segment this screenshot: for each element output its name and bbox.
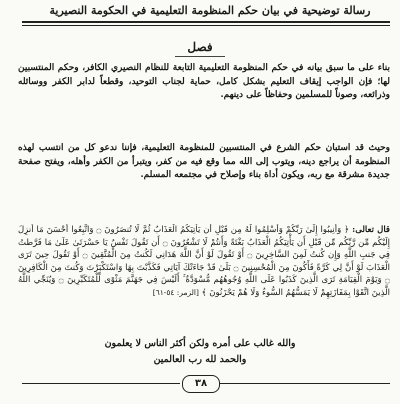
header-rule [22, 21, 390, 23]
section-heading: فصل [187, 40, 213, 54]
page-number: ٣٨ [182, 375, 220, 393]
quran-verses: ﴿ وَأَنِيبُوا إِلَىٰ رَبِّكُمْ وَأَسْلِمُوا لَهُ مِن قَبْلِ أَن يَأْتِيَكُمُ الْعَذَابُ ثُمَّ لَا تُنصَرُونَ ۝ وَاتَّبِعُوا أَحْسَنَ مَا أُنزِلَ إِلَيْكُم مِّن رَّبِّكُم مِّن قَبْلِ أَن يَأْتِيَكُمُ الْعَذَابُ بَغْتَةً وَأَنتُمْ لَا تَشْعُرُونَ ۝ أَن تَقُولَ نَفْسٌ يَا حَسْرَتَىٰ عَلَىٰ مَا فَرَّطتُ فِي جَنبِ اللَّهِ وَإِن كُنتُ لَمِنَ السَّاخِرِينَ ۝ أَوْ تَقُولَ لَوْ أَنَّ اللَّهَ هَدَانِي لَكُنتُ مِنَ الْمُتَّقِينَ ۝ أَوْ تَقُولَ حِينَ تَرَى الْعَذَابَ لَوْ أَنَّ لِي كَرَّةً فَأَكُونَ مِنَ الْمُحْسِنِينَ ۝ بَلَىٰ قَدْ جَاءَتْكَ آيَاتِي فَكَذَّبْتَ بِهَا وَاسْتَكْبَرْتَ وَكُنتَ مِنَ الْكَافِرِينَ ۝ وَيَوْمَ الْقِيَامَةِ تَرَى الَّذِينَ كَذَبُوا عَلَى اللَّهِ وُجُوهُهُم مُّسْوَدَّةٌ ۚ أَلَيْسَ فِي جَهَنَّمَ مَثْوًى لِّلْمُتَكَبِّرِينَ ۝ وَيُنَجِّي اللَّهُ الَّذِينَ اتَّقَوْا بِمَفَازَتِهِمْ لَا يَمَسُّهُمُ السُّوءُ وَلَا هُمْ يَحْزَنُونَ ﴾ [18, 225, 390, 298]
footer-rule-right [220, 383, 390, 384]
quote-lead: قال تعالى: [352, 225, 390, 235]
body-paragraph: وحيث قد استبان حكم الشرع في المنتسبين للمنظومة التعليمية، فإننا ندعو كل من انتسب لهذه المنظومة أن يراجع دينه، ويتوب إلى الله مما وقع فيه من كفر، ويتبرأ من الكفر وأهله، ويفتح صفحة جديدة مشرقة مع ربه، ويكون أداة بناء وإصلاح في مجتمعه المسلم. [18, 143, 390, 180]
header-rule-thin [22, 25, 390, 26]
verse-reference: [الزمر: ٥٤-٦١] [152, 287, 199, 297]
closing-line: والحمد لله رب العالمين [153, 354, 247, 365]
section-heading-underline [175, 56, 225, 57]
running-header: رسالة توضيحية في بيان حكم المنظومة التعليمية في الحكومة النصيرية [49, 4, 371, 17]
body-paragraph: بناء على ما سبق بيانه في حكم المنظومة التعليمية التابعة للنظام النصيري الكافر، وحكم المنتسبين لها؛ فإن الواجب إيقاف التعليم بشكل كامل، حماية لجناب التوحيد، وقطعاً لدابر الكفر ووسائله وذرائعه، وصوناً للمسلمين وحفاظاً على دينهم. [18, 63, 390, 100]
footer-rule-left [22, 383, 180, 384]
quran-quote-block [18, 224, 390, 332]
closing-line: والله غالب على أمره ولكن أكثر الناس لا يعلمون [104, 338, 296, 349]
